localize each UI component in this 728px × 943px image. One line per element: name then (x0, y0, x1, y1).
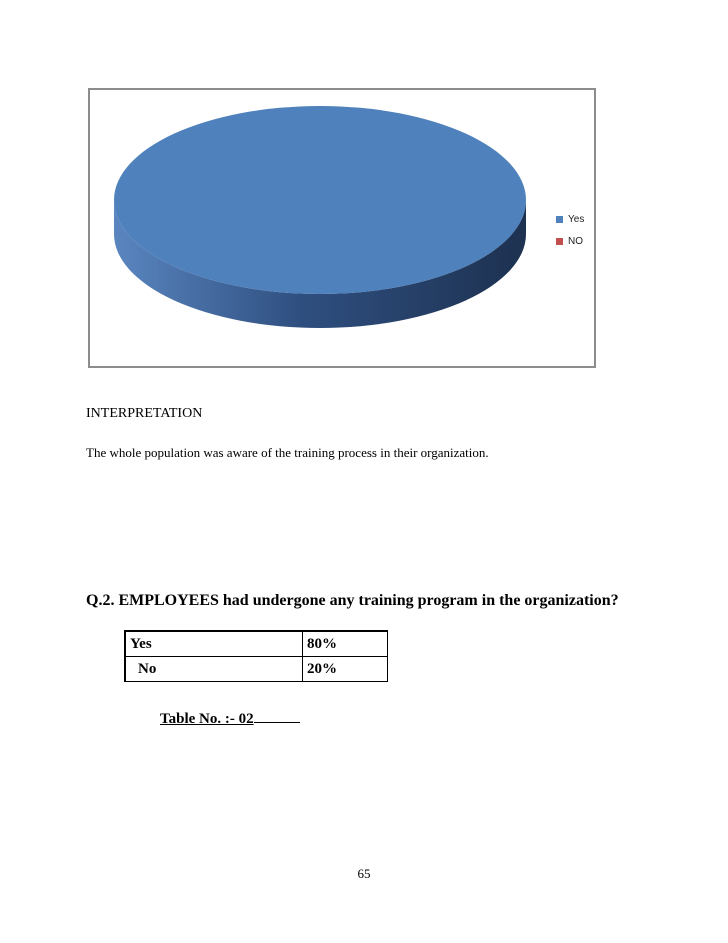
caption-underline (254, 708, 300, 723)
pie-chart-frame (88, 88, 596, 368)
chart-legend (556, 208, 584, 252)
table-row (125, 657, 388, 682)
table-caption-text: Table No. :- 02 (160, 711, 254, 727)
legend-swatch-yes (556, 216, 563, 223)
page-number: 65 (357, 866, 371, 881)
table-cell-value: 20% (303, 657, 388, 682)
table-row (125, 631, 388, 657)
legend-label-yes: Yes (568, 213, 585, 225)
legend-swatch-no (556, 238, 563, 245)
question-heading: Q.2. EMPLOYEES had undergone any training program in the organization? (86, 592, 619, 609)
legend-item-no (556, 230, 584, 252)
pie-slice-yes (114, 106, 526, 294)
table-cell-value: 80% (303, 631, 388, 657)
legend-item-yes (556, 208, 584, 230)
interpretation-text: The whole population was aware of the training process in their organization. (86, 445, 489, 460)
interpretation-heading: INTERPRETATION (86, 406, 203, 421)
legend-label-no: NO (568, 235, 583, 247)
pie-chart (90, 90, 594, 366)
response-table (124, 630, 388, 682)
table-cell-label: No (125, 657, 303, 682)
table-caption (160, 708, 300, 728)
table-cell-label: Yes (125, 631, 303, 657)
